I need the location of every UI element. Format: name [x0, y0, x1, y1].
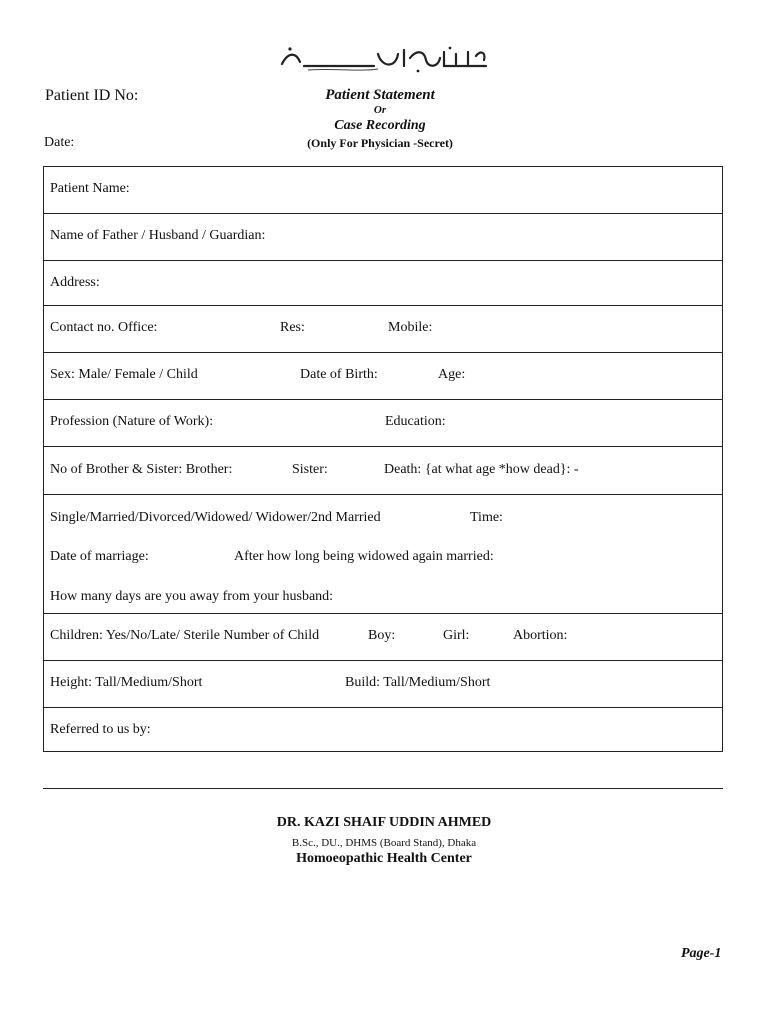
- children-label: Children: Yes/No/Late/ Sterile Number of Child: [50, 628, 320, 643]
- time-label: Time:: [470, 510, 503, 525]
- dob-label: Date of Birth:: [300, 367, 378, 382]
- abortion-label: Abortion:: [513, 628, 568, 643]
- or-text: Or: [373, 104, 387, 116]
- row-address: [44, 261, 722, 306]
- row-contact: [44, 306, 722, 353]
- row-profession: [44, 400, 722, 447]
- address-label: Address:: [50, 275, 100, 290]
- girl-label: Girl:: [443, 628, 470, 643]
- row-height-build: [44, 661, 722, 708]
- footer-divider: [43, 788, 723, 789]
- referred-by-label: Referred to us by:: [50, 722, 151, 737]
- doctor-name: DR. KAZI SHAIF UDDIN AHMED: [276, 815, 492, 830]
- age-label: Age:: [438, 367, 466, 382]
- days-away-label: How many days are you away from your husband:: [50, 589, 334, 604]
- death-label: Death: {at what age *how dead}: -: [384, 462, 579, 477]
- date-label: Date:: [44, 135, 75, 150]
- marital-status-label: Single/Married/Divorced/Widowed/ Widower/2nd Married: [50, 510, 381, 525]
- health-center-name: Homoeopathic Health Center: [296, 851, 472, 866]
- height-label: Height: Tall/Medium/Short: [50, 675, 203, 690]
- contact-mobile-label: Mobile:: [388, 320, 433, 335]
- row-patient-name: [44, 167, 722, 214]
- row-sex-dob: [44, 353, 722, 400]
- guardian-label: Name of Father / Husband / Guardian:: [50, 228, 266, 243]
- marriage-date-label: Date of marriage:: [50, 549, 149, 564]
- patient-name-label: Patient Name:: [50, 181, 130, 196]
- bismillah-calligraphy: [278, 44, 490, 74]
- form-subtitle: Case Recording: [334, 118, 426, 133]
- contact-office-label: Contact no. Office:: [50, 320, 158, 335]
- row-marital: [44, 495, 722, 614]
- build-label: Build: Tall/Medium/Short: [345, 675, 491, 690]
- profession-label: Profession (Nature of Work):: [50, 414, 214, 429]
- remarried-label: After how long being widowed again married:: [234, 549, 494, 564]
- sex-label: Sex: Male/ Female / Child: [50, 367, 198, 382]
- row-referred: [44, 708, 722, 753]
- brother-label: No of Brother & Sister: Brother:: [50, 462, 233, 477]
- page-number: Page-1: [681, 946, 722, 961]
- sister-label: Sister:: [292, 462, 328, 477]
- education-label: Education:: [385, 414, 446, 429]
- confidential-note: (Only For Physician -Secret): [307, 136, 453, 150]
- form-title: Patient Statement: [325, 87, 435, 103]
- row-guardian: [44, 214, 722, 261]
- row-children: [44, 614, 722, 661]
- boy-label: Boy:: [368, 628, 396, 643]
- patient-id-label: Patient ID No:: [45, 87, 139, 104]
- row-siblings: [44, 447, 722, 495]
- doctor-qualifications: B.Sc., DU., DHMS (Board Stand), Dhaka: [291, 837, 477, 849]
- contact-res-label: Res:: [280, 320, 305, 335]
- patient-form-table: [43, 166, 723, 752]
